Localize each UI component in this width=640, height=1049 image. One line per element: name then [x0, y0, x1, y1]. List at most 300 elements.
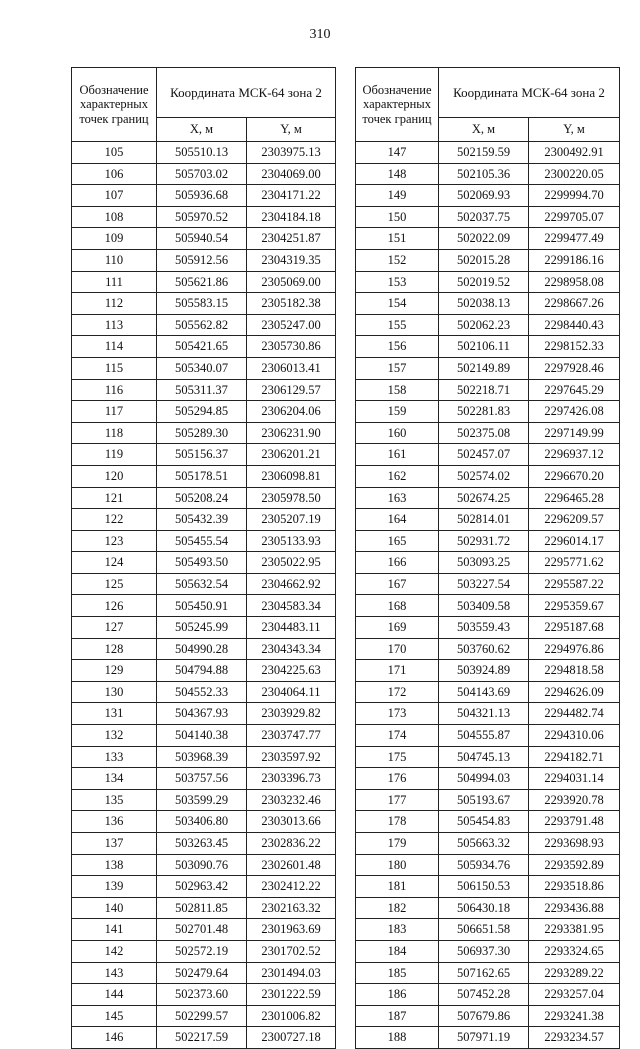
- x-coordinate-cell: 505421.65: [157, 336, 247, 358]
- table-row: [72, 357, 336, 379]
- x-coordinate-cell: 504140.38: [157, 725, 247, 747]
- point-number-cell: 153: [356, 271, 439, 293]
- point-number-cell: 141: [72, 919, 157, 941]
- point-number-cell: 127: [72, 617, 157, 639]
- y-coordinate-cell: 2300220.05: [529, 163, 620, 185]
- x-coordinate-cell: 505940.54: [157, 228, 247, 250]
- x-coordinate-cell: 502218.71: [439, 379, 529, 401]
- y-coordinate-cell: 2304069.00: [247, 163, 336, 185]
- y-coordinate-cell: 2293518.86: [529, 876, 620, 898]
- y-coordinate-cell: 2294031.14: [529, 768, 620, 790]
- table-row: [356, 703, 620, 725]
- x-coordinate-cell: 504367.93: [157, 703, 247, 725]
- point-number-cell: 128: [72, 638, 157, 660]
- x-coordinate-cell: 504745.13: [439, 746, 529, 768]
- table-row: [72, 595, 336, 617]
- table-row: [72, 206, 336, 228]
- header-y: Y, м: [529, 118, 620, 142]
- point-number-cell: 137: [72, 833, 157, 855]
- point-number-cell: 173: [356, 703, 439, 725]
- y-coordinate-cell: 2298440.43: [529, 314, 620, 336]
- y-coordinate-cell: 2296209.57: [529, 509, 620, 531]
- point-number-cell: 175: [356, 746, 439, 768]
- y-coordinate-cell: 2293791.48: [529, 811, 620, 833]
- x-coordinate-cell: 504143.69: [439, 681, 529, 703]
- point-number-cell: 149: [356, 185, 439, 207]
- y-coordinate-cell: 2297149.99: [529, 422, 620, 444]
- x-coordinate-cell: 504994.03: [439, 768, 529, 790]
- x-coordinate-cell: 507679.86: [439, 1005, 529, 1027]
- table-row: [72, 833, 336, 855]
- point-number-cell: 126: [72, 595, 157, 617]
- y-coordinate-cell: 2299994.70: [529, 185, 620, 207]
- y-coordinate-cell: 2305247.00: [247, 314, 336, 336]
- table-row: [72, 660, 336, 682]
- header-x: X, м: [157, 118, 247, 142]
- y-coordinate-cell: 2293324.65: [529, 940, 620, 962]
- x-coordinate-cell: 502106.11: [439, 336, 529, 358]
- table-row: [72, 703, 336, 725]
- point-number-cell: 166: [356, 552, 439, 574]
- table-row: [72, 573, 336, 595]
- y-coordinate-cell: 2293698.93: [529, 833, 620, 855]
- y-coordinate-cell: 2303747.77: [247, 725, 336, 747]
- table-row: [356, 379, 620, 401]
- point-number-cell: 115: [72, 357, 157, 379]
- y-coordinate-cell: 2303232.46: [247, 789, 336, 811]
- header-y: Y, м: [247, 118, 336, 142]
- x-coordinate-cell: 505311.37: [157, 379, 247, 401]
- point-number-cell: 131: [72, 703, 157, 725]
- y-coordinate-cell: 2303396.73: [247, 768, 336, 790]
- table-row: [356, 897, 620, 919]
- table-row: [356, 249, 620, 271]
- point-number-cell: 186: [356, 984, 439, 1006]
- y-coordinate-cell: 2296670.20: [529, 465, 620, 487]
- table-row: [356, 487, 620, 509]
- table-row: [72, 314, 336, 336]
- point-number-cell: 107: [72, 185, 157, 207]
- y-coordinate-cell: 2296014.17: [529, 530, 620, 552]
- y-coordinate-cell: 2295359.67: [529, 595, 620, 617]
- x-coordinate-cell: 503757.56: [157, 768, 247, 790]
- table-row: [72, 789, 336, 811]
- point-number-cell: 114: [72, 336, 157, 358]
- y-coordinate-cell: 2298958.08: [529, 271, 620, 293]
- table-row: [356, 228, 620, 250]
- table-row: [72, 811, 336, 833]
- x-coordinate-cell: 503406.80: [157, 811, 247, 833]
- coordinates-table-left: [71, 67, 336, 1049]
- y-coordinate-cell: 2303929.82: [247, 703, 336, 725]
- y-coordinate-cell: 2297426.08: [529, 401, 620, 423]
- x-coordinate-cell: 505178.51: [157, 465, 247, 487]
- point-number-cell: 180: [356, 854, 439, 876]
- x-coordinate-cell: 502375.08: [439, 422, 529, 444]
- table-row: [356, 854, 620, 876]
- x-coordinate-cell: 504552.33: [157, 681, 247, 703]
- x-coordinate-cell: 502574.02: [439, 465, 529, 487]
- point-number-cell: 176: [356, 768, 439, 790]
- y-coordinate-cell: 2294818.58: [529, 660, 620, 682]
- x-coordinate-cell: 502701.48: [157, 919, 247, 941]
- table-row: [356, 552, 620, 574]
- point-number-cell: 159: [356, 401, 439, 423]
- x-coordinate-cell: 504555.87: [439, 725, 529, 747]
- point-number-cell: 142: [72, 940, 157, 962]
- y-coordinate-cell: 2301963.69: [247, 919, 336, 941]
- point-number-cell: 110: [72, 249, 157, 271]
- point-number-cell: 125: [72, 573, 157, 595]
- table-row: [356, 1005, 620, 1027]
- point-number-cell: 123: [72, 530, 157, 552]
- point-number-cell: 121: [72, 487, 157, 509]
- x-coordinate-cell: 505970.52: [157, 206, 247, 228]
- point-number-cell: 109: [72, 228, 157, 250]
- x-coordinate-cell: 502931.72: [439, 530, 529, 552]
- point-number-cell: 122: [72, 509, 157, 531]
- table-row: [356, 595, 620, 617]
- x-coordinate-cell: 502479.64: [157, 962, 247, 984]
- table-row: [356, 833, 620, 855]
- point-number-cell: 112: [72, 293, 157, 315]
- table-row: [72, 293, 336, 315]
- y-coordinate-cell: 2303013.66: [247, 811, 336, 833]
- y-coordinate-cell: 2306231.90: [247, 422, 336, 444]
- table-row: [72, 919, 336, 941]
- point-number-cell: 188: [356, 1027, 439, 1049]
- table-row: [72, 487, 336, 509]
- table-row: [72, 638, 336, 660]
- point-number-cell: 117: [72, 401, 157, 423]
- point-number-cell: 119: [72, 444, 157, 466]
- table-row: [72, 271, 336, 293]
- x-coordinate-cell: 505510.13: [157, 142, 247, 164]
- y-coordinate-cell: 2300492.91: [529, 142, 620, 164]
- point-number-cell: 179: [356, 833, 439, 855]
- point-number-cell: 111: [72, 271, 157, 293]
- y-coordinate-cell: 2299477.49: [529, 228, 620, 250]
- point-number-cell: 154: [356, 293, 439, 315]
- table-row: [72, 185, 336, 207]
- y-coordinate-cell: 2296465.28: [529, 487, 620, 509]
- x-coordinate-cell: 502022.09: [439, 228, 529, 250]
- y-coordinate-cell: 2304319.35: [247, 249, 336, 271]
- table-row: [356, 768, 620, 790]
- table-row: [356, 746, 620, 768]
- point-number-cell: 170: [356, 638, 439, 660]
- x-coordinate-cell: 503924.89: [439, 660, 529, 682]
- y-coordinate-cell: 2306204.06: [247, 401, 336, 423]
- x-coordinate-cell: 505663.32: [439, 833, 529, 855]
- header-coordinate: Координата МСК-64 зона 2: [439, 68, 620, 118]
- y-coordinate-cell: 2305730.86: [247, 336, 336, 358]
- table-row: [356, 142, 620, 164]
- x-coordinate-cell: 505156.37: [157, 444, 247, 466]
- y-coordinate-cell: 2304225.63: [247, 660, 336, 682]
- point-number-cell: 150: [356, 206, 439, 228]
- table-row: [72, 617, 336, 639]
- point-number-cell: 129: [72, 660, 157, 682]
- point-number-cell: 165: [356, 530, 439, 552]
- point-number-cell: 152: [356, 249, 439, 271]
- table-row: [356, 984, 620, 1006]
- point-number-cell: 169: [356, 617, 439, 639]
- x-coordinate-cell: 505632.54: [157, 573, 247, 595]
- y-coordinate-cell: 2302836.22: [247, 833, 336, 855]
- point-number-cell: 158: [356, 379, 439, 401]
- y-coordinate-cell: 2293241.38: [529, 1005, 620, 1027]
- y-coordinate-cell: 2301702.52: [247, 940, 336, 962]
- point-number-cell: 177: [356, 789, 439, 811]
- x-coordinate-cell: 503227.54: [439, 573, 529, 595]
- x-coordinate-cell: 502963.42: [157, 876, 247, 898]
- table-row: [72, 163, 336, 185]
- point-number-cell: 140: [72, 897, 157, 919]
- y-coordinate-cell: 2298667.26: [529, 293, 620, 315]
- x-coordinate-cell: 502457.07: [439, 444, 529, 466]
- x-coordinate-cell: 505208.24: [157, 487, 247, 509]
- y-coordinate-cell: 2304343.34: [247, 638, 336, 660]
- x-coordinate-cell: 503559.43: [439, 617, 529, 639]
- x-coordinate-cell: 503090.76: [157, 854, 247, 876]
- table-row: [72, 854, 336, 876]
- y-coordinate-cell: 2296937.12: [529, 444, 620, 466]
- point-number-cell: 124: [72, 552, 157, 574]
- x-coordinate-cell: 505583.15: [157, 293, 247, 315]
- table-row: [72, 1027, 336, 1049]
- x-coordinate-cell: 506651.58: [439, 919, 529, 941]
- point-number-cell: 106: [72, 163, 157, 185]
- table-row: [72, 725, 336, 747]
- table-row: [356, 962, 620, 984]
- y-coordinate-cell: 2293257.04: [529, 984, 620, 1006]
- point-number-cell: 155: [356, 314, 439, 336]
- x-coordinate-cell: 507971.19: [439, 1027, 529, 1049]
- point-number-cell: 181: [356, 876, 439, 898]
- x-coordinate-cell: 502159.59: [439, 142, 529, 164]
- table-row: [356, 876, 620, 898]
- table-row: [356, 530, 620, 552]
- table-row: [356, 660, 620, 682]
- x-coordinate-cell: 505432.39: [157, 509, 247, 531]
- y-coordinate-cell: 2299186.16: [529, 249, 620, 271]
- x-coordinate-cell: 502281.83: [439, 401, 529, 423]
- table-row: [356, 444, 620, 466]
- y-coordinate-cell: 2305182.38: [247, 293, 336, 315]
- y-coordinate-cell: 2294182.71: [529, 746, 620, 768]
- x-coordinate-cell: 502038.13: [439, 293, 529, 315]
- y-coordinate-cell: 2293920.78: [529, 789, 620, 811]
- point-number-cell: 183: [356, 919, 439, 941]
- x-coordinate-cell: 503968.39: [157, 746, 247, 768]
- point-number-cell: 167: [356, 573, 439, 595]
- x-coordinate-cell: 505934.76: [439, 854, 529, 876]
- x-coordinate-cell: 503599.29: [157, 789, 247, 811]
- point-number-cell: 182: [356, 897, 439, 919]
- y-coordinate-cell: 2304251.87: [247, 228, 336, 250]
- table-row: [72, 897, 336, 919]
- table-row: [356, 509, 620, 531]
- table-row: [356, 681, 620, 703]
- table-row: [356, 422, 620, 444]
- x-coordinate-cell: 505294.85: [157, 401, 247, 423]
- x-coordinate-cell: 505245.99: [157, 617, 247, 639]
- table-row: [72, 401, 336, 423]
- point-number-cell: 105: [72, 142, 157, 164]
- point-number-cell: 139: [72, 876, 157, 898]
- table-row: [72, 465, 336, 487]
- table-row: [356, 163, 620, 185]
- header-x: X, м: [439, 118, 529, 142]
- y-coordinate-cell: 2294976.86: [529, 638, 620, 660]
- table-row: [72, 530, 336, 552]
- point-number-cell: 148: [356, 163, 439, 185]
- x-coordinate-cell: 502062.23: [439, 314, 529, 336]
- y-coordinate-cell: 2295187.68: [529, 617, 620, 639]
- point-number-cell: 146: [72, 1027, 157, 1049]
- y-coordinate-cell: 2305207.19: [247, 509, 336, 531]
- point-number-cell: 151: [356, 228, 439, 250]
- y-coordinate-cell: 2304583.34: [247, 595, 336, 617]
- point-number-cell: 135: [72, 789, 157, 811]
- x-coordinate-cell: 505193.67: [439, 789, 529, 811]
- table-row: [356, 940, 620, 962]
- x-coordinate-cell: 505454.83: [439, 811, 529, 833]
- table-row: [72, 962, 336, 984]
- x-coordinate-cell: 502217.59: [157, 1027, 247, 1049]
- point-number-cell: 144: [72, 984, 157, 1006]
- y-coordinate-cell: 2302163.32: [247, 897, 336, 919]
- y-coordinate-cell: 2304171.22: [247, 185, 336, 207]
- point-number-cell: 160: [356, 422, 439, 444]
- table-row: [356, 357, 620, 379]
- point-number-cell: 171: [356, 660, 439, 682]
- point-number-cell: 163: [356, 487, 439, 509]
- y-coordinate-cell: 2306013.41: [247, 357, 336, 379]
- table-row: [356, 725, 620, 747]
- x-coordinate-cell: 505289.30: [157, 422, 247, 444]
- table-row: [356, 314, 620, 336]
- table-row: [356, 638, 620, 660]
- y-coordinate-cell: 2306201.21: [247, 444, 336, 466]
- table-row: [356, 185, 620, 207]
- y-coordinate-cell: 2301222.59: [247, 984, 336, 1006]
- point-number-cell: 185: [356, 962, 439, 984]
- point-number-cell: 133: [72, 746, 157, 768]
- x-coordinate-cell: 505912.56: [157, 249, 247, 271]
- table-row: [356, 401, 620, 423]
- y-coordinate-cell: 2305978.50: [247, 487, 336, 509]
- x-coordinate-cell: 504321.13: [439, 703, 529, 725]
- y-coordinate-cell: 2293234.57: [529, 1027, 620, 1049]
- point-number-cell: 108: [72, 206, 157, 228]
- point-number-cell: 162: [356, 465, 439, 487]
- y-coordinate-cell: 2306098.81: [247, 465, 336, 487]
- x-coordinate-cell: 502572.19: [157, 940, 247, 962]
- y-coordinate-cell: 2295587.22: [529, 573, 620, 595]
- table-row: [356, 617, 620, 639]
- point-number-cell: 145: [72, 1005, 157, 1027]
- y-coordinate-cell: 2293289.22: [529, 962, 620, 984]
- table-row: [72, 552, 336, 574]
- x-coordinate-cell: 502069.93: [439, 185, 529, 207]
- table-row: [72, 379, 336, 401]
- y-coordinate-cell: 2303597.92: [247, 746, 336, 768]
- point-number-cell: 168: [356, 595, 439, 617]
- x-coordinate-cell: 505455.54: [157, 530, 247, 552]
- x-coordinate-cell: 502019.52: [439, 271, 529, 293]
- x-coordinate-cell: 502811.85: [157, 897, 247, 919]
- x-coordinate-cell: 502105.36: [439, 163, 529, 185]
- x-coordinate-cell: 506937.30: [439, 940, 529, 962]
- table-row: [356, 293, 620, 315]
- table-row: [356, 789, 620, 811]
- y-coordinate-cell: 2301006.82: [247, 1005, 336, 1027]
- table-row: [72, 336, 336, 358]
- table-row: [72, 681, 336, 703]
- header-designation: Обозначение характерных точек границ: [72, 68, 157, 142]
- y-coordinate-cell: 2305069.00: [247, 271, 336, 293]
- point-number-cell: 147: [356, 142, 439, 164]
- x-coordinate-cell: 504990.28: [157, 638, 247, 660]
- table-body-right: [356, 142, 620, 1049]
- y-coordinate-cell: 2295771.62: [529, 552, 620, 574]
- point-number-cell: 136: [72, 811, 157, 833]
- point-number-cell: 143: [72, 962, 157, 984]
- y-coordinate-cell: 2302601.48: [247, 854, 336, 876]
- table-row: [72, 509, 336, 531]
- table-row: [72, 940, 336, 962]
- table-row: [356, 336, 620, 358]
- point-number-cell: 130: [72, 681, 157, 703]
- y-coordinate-cell: 2294626.09: [529, 681, 620, 703]
- x-coordinate-cell: 502373.60: [157, 984, 247, 1006]
- table-row: [72, 249, 336, 271]
- point-number-cell: 178: [356, 811, 439, 833]
- y-coordinate-cell: 2305022.95: [247, 552, 336, 574]
- x-coordinate-cell: 502674.25: [439, 487, 529, 509]
- x-coordinate-cell: 502814.01: [439, 509, 529, 531]
- table-row: [356, 465, 620, 487]
- x-coordinate-cell: 503760.62: [439, 638, 529, 660]
- table-row: [72, 1005, 336, 1027]
- table-row: [72, 444, 336, 466]
- table-row: [356, 573, 620, 595]
- table-row: [356, 919, 620, 941]
- coordinates-table-right: [355, 67, 620, 1049]
- y-coordinate-cell: 2304662.92: [247, 573, 336, 595]
- x-coordinate-cell: 505936.68: [157, 185, 247, 207]
- header-coordinate: Координата МСК-64 зона 2: [157, 68, 336, 118]
- y-coordinate-cell: 2294482.74: [529, 703, 620, 725]
- table-row: [356, 206, 620, 228]
- x-coordinate-cell: 502015.28: [439, 249, 529, 271]
- table-row: [72, 228, 336, 250]
- point-number-cell: 118: [72, 422, 157, 444]
- x-coordinate-cell: 506430.18: [439, 897, 529, 919]
- x-coordinate-cell: 507162.65: [439, 962, 529, 984]
- x-coordinate-cell: 503263.45: [157, 833, 247, 855]
- point-number-cell: 164: [356, 509, 439, 531]
- y-coordinate-cell: 2297645.29: [529, 379, 620, 401]
- table-row: [72, 768, 336, 790]
- x-coordinate-cell: 505493.50: [157, 552, 247, 574]
- point-number-cell: 161: [356, 444, 439, 466]
- y-coordinate-cell: 2306129.57: [247, 379, 336, 401]
- x-coordinate-cell: 502299.57: [157, 1005, 247, 1027]
- table-row: [72, 142, 336, 164]
